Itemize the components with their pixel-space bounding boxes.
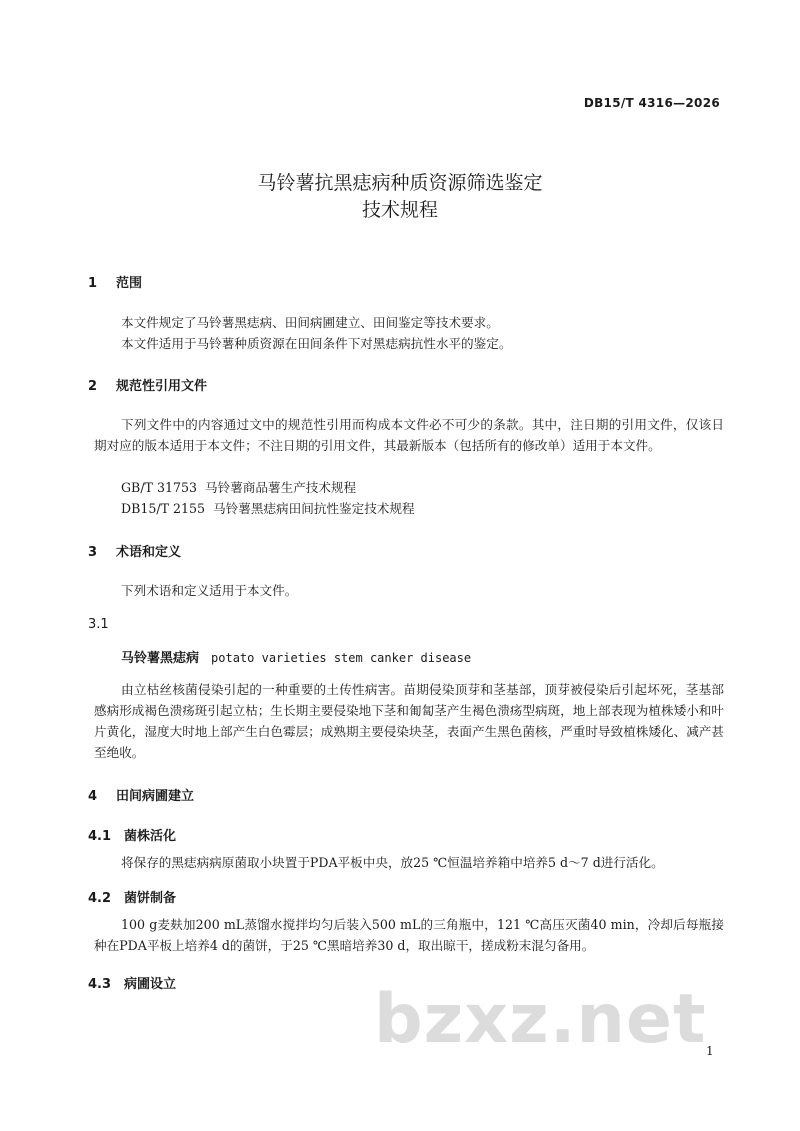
normative-reference-1: GB/T 31753 马铃薯商品薯生产技术规程 (121, 480, 357, 495)
page-number: 1 (706, 1044, 714, 1058)
section-4-heading (88, 785, 194, 804)
title-line-2: 技术规程 (361, 199, 438, 221)
section-number: 3 (88, 545, 98, 560)
term-entry (121, 647, 471, 666)
subsection-number: 4.3 (88, 977, 112, 992)
section-title: 田间病圃建立 (116, 789, 195, 804)
section-title: 规范性引用文件 (116, 379, 208, 394)
subsection-title: 菌株活化 (124, 829, 177, 844)
section-2-heading (88, 375, 207, 394)
subsection-4-3-heading (88, 973, 176, 992)
subsection-4-1-paragraph: 将保存的黑痣病病原菌取小块置于PDA平板中央，放25 ℃恒温培养箱中培养5 d～7 d进行活化。 (121, 855, 664, 870)
section-title: 范围 (116, 276, 143, 291)
section-1-paragraph-1: 本文件规定了马铃薯黑痣病、田间病圃建立、田间鉴定等技术要求。 (121, 315, 499, 330)
section-2-paragraph-1: 下列文件中的内容通过文中的规范性引用而构成本文件必不可少的条款。其中，注日期的引用文件，仅该日期对应的版本适用于本文件；不注日期的引用文件，其最新版本（包括所有的修改单）适用于本文件。 (94, 417, 724, 453)
subsection-number: 4.2 (88, 891, 112, 906)
subsection-4-2-heading (88, 887, 176, 906)
document-code: DB15/T 4316—2026 (583, 96, 720, 110)
section-number: 2 (88, 379, 98, 394)
term-english: potato varieties stem canker disease (211, 651, 472, 665)
document-title (0, 170, 800, 224)
subsection-number: 4.1 (88, 829, 112, 844)
section-title: 术语和定义 (116, 545, 182, 560)
section-number: 1 (88, 276, 98, 291)
title-line-1: 马铃薯抗黑痣病种质资源筛选鉴定 (257, 172, 543, 194)
subsection-title: 菌饼制备 (124, 891, 177, 906)
subsection-4-2-paragraph: 100 g麦麸加200 mL蒸馏水搅拌均匀后装入500 mL的三角瓶中，121 ℃高压灭菌40 min，冷却后每瓶接种在PDA平板上培养4 d的菌饼，于25 ℃黑暗培养30 d，取出晾干，搓成粉末混匀备用。 (94, 917, 724, 953)
normative-reference-2: DB15/T 2155 马铃薯黑痣病田间抗性鉴定技术规程 (121, 501, 415, 516)
term-chinese: 马铃薯黑痣病 (121, 651, 200, 666)
subsection-4-1-heading (88, 825, 176, 844)
section-1-paragraph-2: 本文件适用于马铃薯种质资源在田间条件下对黑痣病抗性水平的鉴定。 (121, 336, 512, 351)
section-number: 4 (88, 789, 98, 804)
subsection-3-1-number: 3.1 (88, 617, 109, 632)
site-watermark: bzxz.net (374, 980, 707, 1059)
section-1-heading (88, 272, 142, 291)
subsection-title: 病圃设立 (124, 977, 177, 992)
section-3-paragraph-1: 下列术语和定义适用于本文件。 (121, 583, 298, 598)
term-definition: 由立枯丝核菌侵染引起的一种重要的土传性病害。苗期侵染顶芽和茎基部，顶芽被侵染后引起坏死，茎基部感病形成褐色溃疡斑引起立枯；生长期主要侵染地下茎和匍匐茎产生褐色溃疡型病斑，地上部表现为植株矮小和叶片黄化，湿度大时地上部产生白色霉层；成熟期主要侵染块茎，表面产生黑色菌核，严重时导致植株矮化、减产甚至绝收。 (94, 682, 724, 760)
section-3-heading (88, 541, 181, 560)
